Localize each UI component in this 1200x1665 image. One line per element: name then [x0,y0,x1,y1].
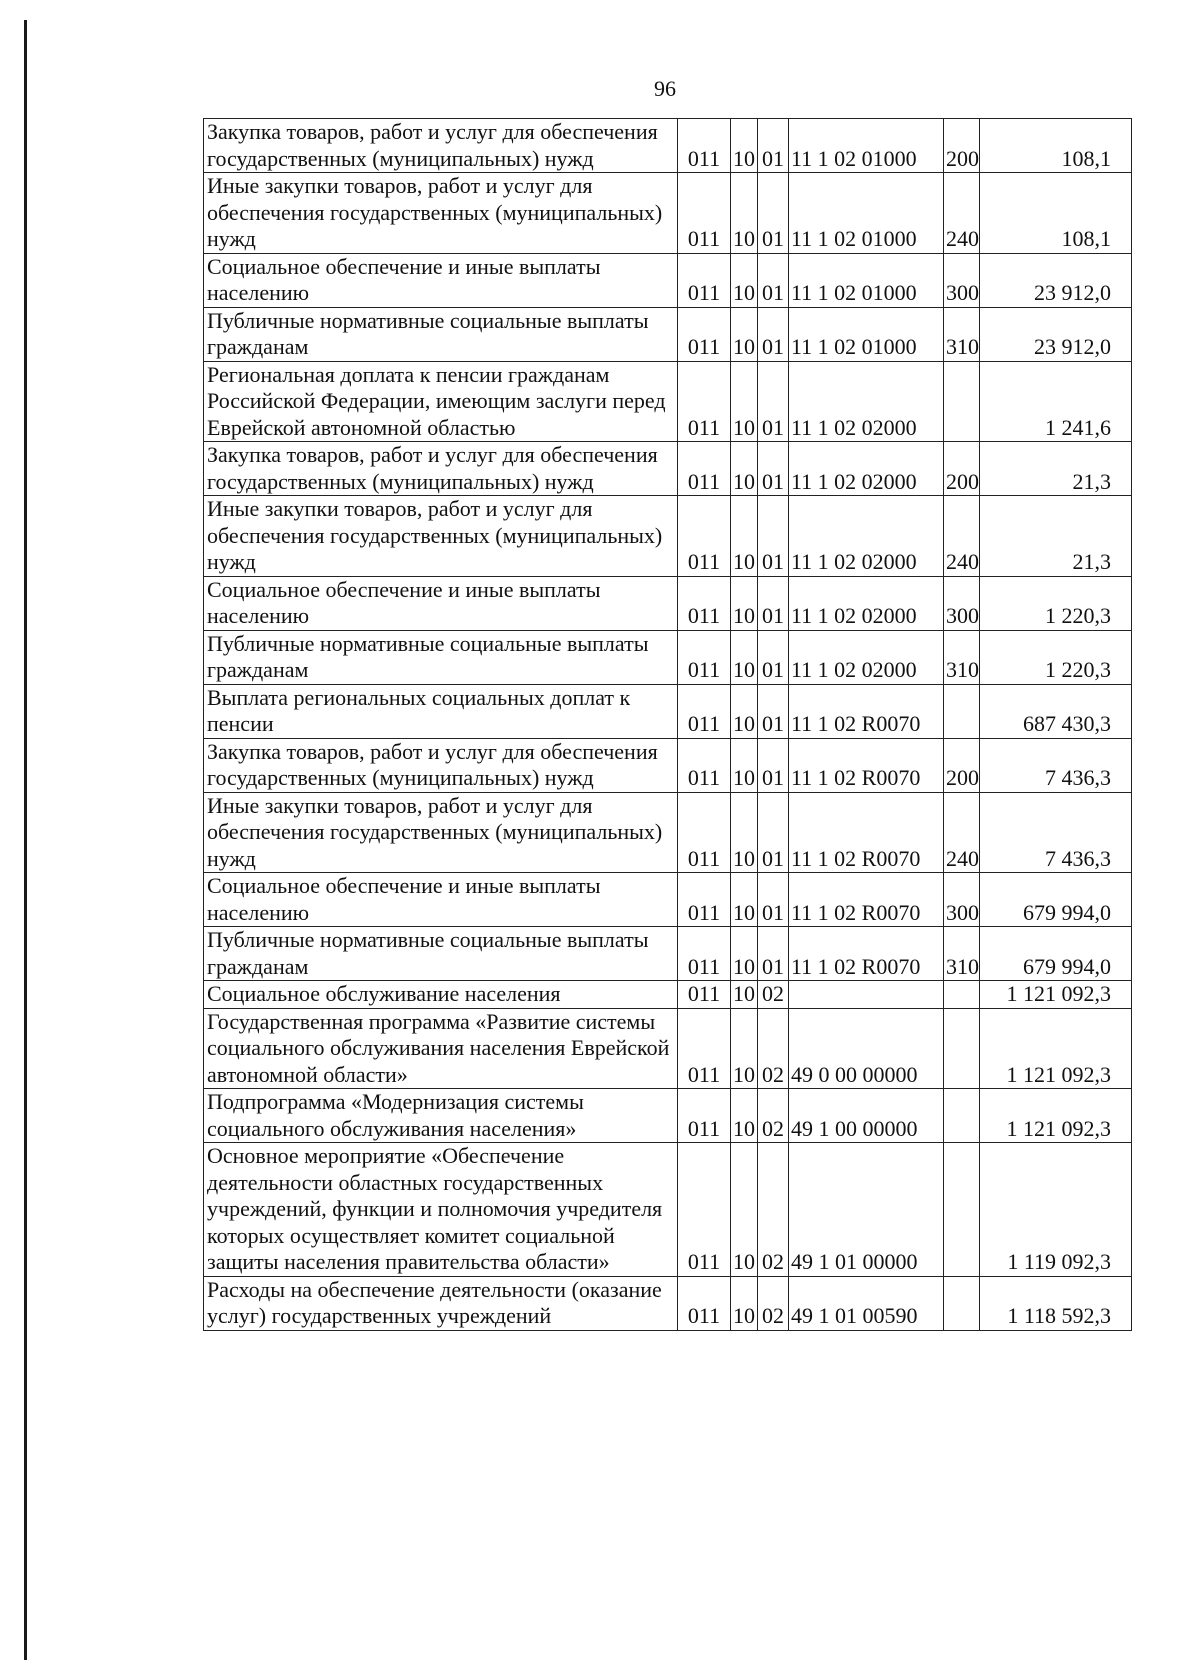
subsection-code-cell: 01 [758,927,789,981]
admin-code-cell: 011 [678,684,731,738]
expense-type-cell: 310 [944,927,980,981]
admin-code-cell: 011 [678,307,731,361]
table-row [204,873,1132,927]
admin-code-cell: 011 [678,1143,731,1277]
subsection-code-cell: 02 [758,981,789,1009]
amount-cell: 7 436,3 [980,792,1132,873]
table-row [204,307,1132,361]
table-row [204,1276,1132,1330]
target-code-cell: 49 1 01 00590 [789,1276,944,1330]
section-code-cell: 10 [731,496,758,577]
expense-type-cell [944,1276,980,1330]
section-code-cell: 10 [731,1143,758,1277]
amount-cell: 1 220,3 [980,630,1132,684]
admin-code-cell: 011 [678,927,731,981]
row-name-cell: Подпрограмма «Модернизация системы социального обслуживания населения» [204,1089,678,1143]
row-name-cell: Социальное обеспечение и иные выплаты населению [204,253,678,307]
target-code-cell: 49 0 00 00000 [789,1008,944,1089]
admin-code-cell: 011 [678,1089,731,1143]
section-code-cell: 10 [731,576,758,630]
row-name-cell: Закупка товаров, работ и услуг для обеспечения государственных (муниципальных) нужд [204,738,678,792]
subsection-code-cell: 02 [758,1143,789,1277]
amount-cell: 7 436,3 [980,738,1132,792]
admin-code-cell: 011 [678,792,731,873]
subsection-code-cell: 01 [758,576,789,630]
expense-type-cell [944,1008,980,1089]
amount-cell: 679 994,0 [980,927,1132,981]
expense-type-cell: 240 [944,496,980,577]
amount-cell: 23 912,0 [980,253,1132,307]
admin-code-cell: 011 [678,981,731,1009]
row-name-cell: Закупка товаров, работ и услуг для обеспечения государственных (муниципальных) нужд [204,119,678,173]
table-row [204,173,1132,254]
row-name-cell: Расходы на обеспечение деятельности (оказание услуг) государственных учреждений [204,1276,678,1330]
admin-code-cell: 011 [678,173,731,254]
subsection-code-cell: 01 [758,442,789,496]
section-code-cell: 10 [731,307,758,361]
table-row [204,361,1132,442]
expense-type-cell: 310 [944,307,980,361]
page-number: 96 [654,76,676,101]
row-name-cell: Иные закупки товаров, работ и услуг для обеспечения государственных (муниципальных) нужд [204,792,678,873]
subsection-code-cell: 01 [758,253,789,307]
row-name-cell: Социальное обеспечение и иные выплаты населению [204,576,678,630]
table-row [204,496,1132,577]
expense-type-cell [944,981,980,1009]
target-code-cell: 49 1 01 00000 [789,1143,944,1277]
expense-type-cell [944,1089,980,1143]
scan-edge-line [24,20,27,1660]
admin-code-cell: 011 [678,361,731,442]
admin-code-cell: 011 [678,119,731,173]
row-name-cell: Социальное обеспечение и иные выплаты населению [204,873,678,927]
row-name-cell: Государственная программа «Развитие системы социального обслуживания населения Еврейской автономной области» [204,1008,678,1089]
section-code-cell: 10 [731,442,758,496]
row-name-cell: Региональная доплата к пенсии гражданам Российской Федерации, имеющим заслуги перед Еврейской автономной областью [204,361,678,442]
target-code-cell: 11 1 02 02000 [789,496,944,577]
budget-table-body [204,119,1132,1331]
table-row [204,1089,1132,1143]
table-row [204,253,1132,307]
expense-type-cell [944,1143,980,1277]
table-row [204,927,1132,981]
target-code-cell: 11 1 02 R0070 [789,927,944,981]
amount-cell: 23 912,0 [980,307,1132,361]
expense-type-cell: 200 [944,442,980,496]
row-name-cell: Социальное обслуживание населения [204,981,678,1009]
subsection-code-cell: 01 [758,361,789,442]
target-code-cell [789,981,944,1009]
table-row [204,792,1132,873]
section-code-cell: 10 [731,927,758,981]
amount-cell: 21,3 [980,496,1132,577]
admin-code-cell: 011 [678,496,731,577]
amount-cell: 1 119 092,3 [980,1143,1132,1277]
section-code-cell: 10 [731,738,758,792]
section-code-cell: 10 [731,1276,758,1330]
target-code-cell: 11 1 02 R0070 [789,684,944,738]
expense-type-cell [944,361,980,442]
section-code-cell: 10 [731,684,758,738]
amount-cell: 21,3 [980,442,1132,496]
expense-type-cell [944,684,980,738]
table-row [204,1143,1132,1277]
admin-code-cell: 011 [678,630,731,684]
expense-type-cell: 300 [944,576,980,630]
amount-cell: 1 241,6 [980,361,1132,442]
section-code-cell: 10 [731,253,758,307]
subsection-code-cell: 02 [758,1008,789,1089]
expense-type-cell: 300 [944,873,980,927]
section-code-cell: 10 [731,1089,758,1143]
admin-code-cell: 011 [678,253,731,307]
amount-cell: 1 118 592,3 [980,1276,1132,1330]
table-row [204,684,1132,738]
amount-cell: 1 121 092,3 [980,1089,1132,1143]
admin-code-cell: 011 [678,442,731,496]
subsection-code-cell: 02 [758,1276,789,1330]
section-code-cell: 10 [731,630,758,684]
expense-type-cell: 300 [944,253,980,307]
amount-cell: 108,1 [980,173,1132,254]
expense-type-cell: 200 [944,738,980,792]
subsection-code-cell: 01 [758,630,789,684]
subsection-code-cell: 01 [758,684,789,738]
subsection-code-cell: 02 [758,1089,789,1143]
table-row [204,630,1132,684]
section-code-cell: 10 [731,873,758,927]
admin-code-cell: 011 [678,576,731,630]
expense-type-cell: 310 [944,630,980,684]
target-code-cell: 11 1 02 R0070 [789,792,944,873]
target-code-cell: 11 1 02 02000 [789,630,944,684]
table-row [204,576,1132,630]
subsection-code-cell: 01 [758,307,789,361]
target-code-cell: 11 1 02 01000 [789,173,944,254]
admin-code-cell: 011 [678,738,731,792]
section-code-cell: 10 [731,792,758,873]
section-code-cell: 10 [731,1008,758,1089]
target-code-cell: 11 1 02 02000 [789,442,944,496]
admin-code-cell: 011 [678,873,731,927]
amount-cell: 1 121 092,3 [980,1008,1132,1089]
subsection-code-cell: 01 [758,738,789,792]
table-row [204,442,1132,496]
amount-cell: 1 220,3 [980,576,1132,630]
table-row [204,981,1132,1009]
target-code-cell: 11 1 02 R0070 [789,873,944,927]
row-name-cell: Иные закупки товаров, работ и услуг для обеспечения государственных (муниципальных) нужд [204,496,678,577]
target-code-cell: 11 1 02 01000 [789,307,944,361]
budget-table [203,118,1132,1331]
amount-cell: 687 430,3 [980,684,1132,738]
target-code-cell: 11 1 02 02000 [789,576,944,630]
target-code-cell: 11 1 02 02000 [789,361,944,442]
row-name-cell: Иные закупки товаров, работ и услуг для обеспечения государственных (муниципальных) нужд [204,173,678,254]
row-name-cell: Публичные нормативные социальные выплаты гражданам [204,927,678,981]
subsection-code-cell: 01 [758,119,789,173]
table-row [204,119,1132,173]
admin-code-cell: 011 [678,1276,731,1330]
subsection-code-cell: 01 [758,496,789,577]
subsection-code-cell: 01 [758,792,789,873]
row-name-cell: Основное мероприятие «Обеспечение деятельности областных государственных учреждений, функции и полномочия учредителя которых осуществляет комитет социальной защиты населения правительства области» [204,1143,678,1277]
section-code-cell: 10 [731,173,758,254]
target-code-cell: 11 1 02 R0070 [789,738,944,792]
admin-code-cell: 011 [678,1008,731,1089]
target-code-cell: 11 1 02 01000 [789,253,944,307]
target-code-cell: 11 1 02 01000 [789,119,944,173]
row-name-cell: Выплата региональных социальных доплат к пенсии [204,684,678,738]
table-row [204,738,1132,792]
amount-cell: 679 994,0 [980,873,1132,927]
expense-type-cell: 240 [944,173,980,254]
row-name-cell: Закупка товаров, работ и услуг для обеспечения государственных (муниципальных) нужд [204,442,678,496]
amount-cell: 1 121 092,3 [980,981,1132,1009]
expense-type-cell: 240 [944,792,980,873]
amount-cell: 108,1 [980,119,1132,173]
subsection-code-cell: 01 [758,873,789,927]
row-name-cell: Публичные нормативные социальные выплаты гражданам [204,630,678,684]
section-code-cell: 10 [731,361,758,442]
expense-type-cell: 200 [944,119,980,173]
section-code-cell: 10 [731,981,758,1009]
target-code-cell: 49 1 00 00000 [789,1089,944,1143]
subsection-code-cell: 01 [758,173,789,254]
section-code-cell: 10 [731,119,758,173]
row-name-cell: Публичные нормативные социальные выплаты гражданам [204,307,678,361]
table-row [204,1008,1132,1089]
